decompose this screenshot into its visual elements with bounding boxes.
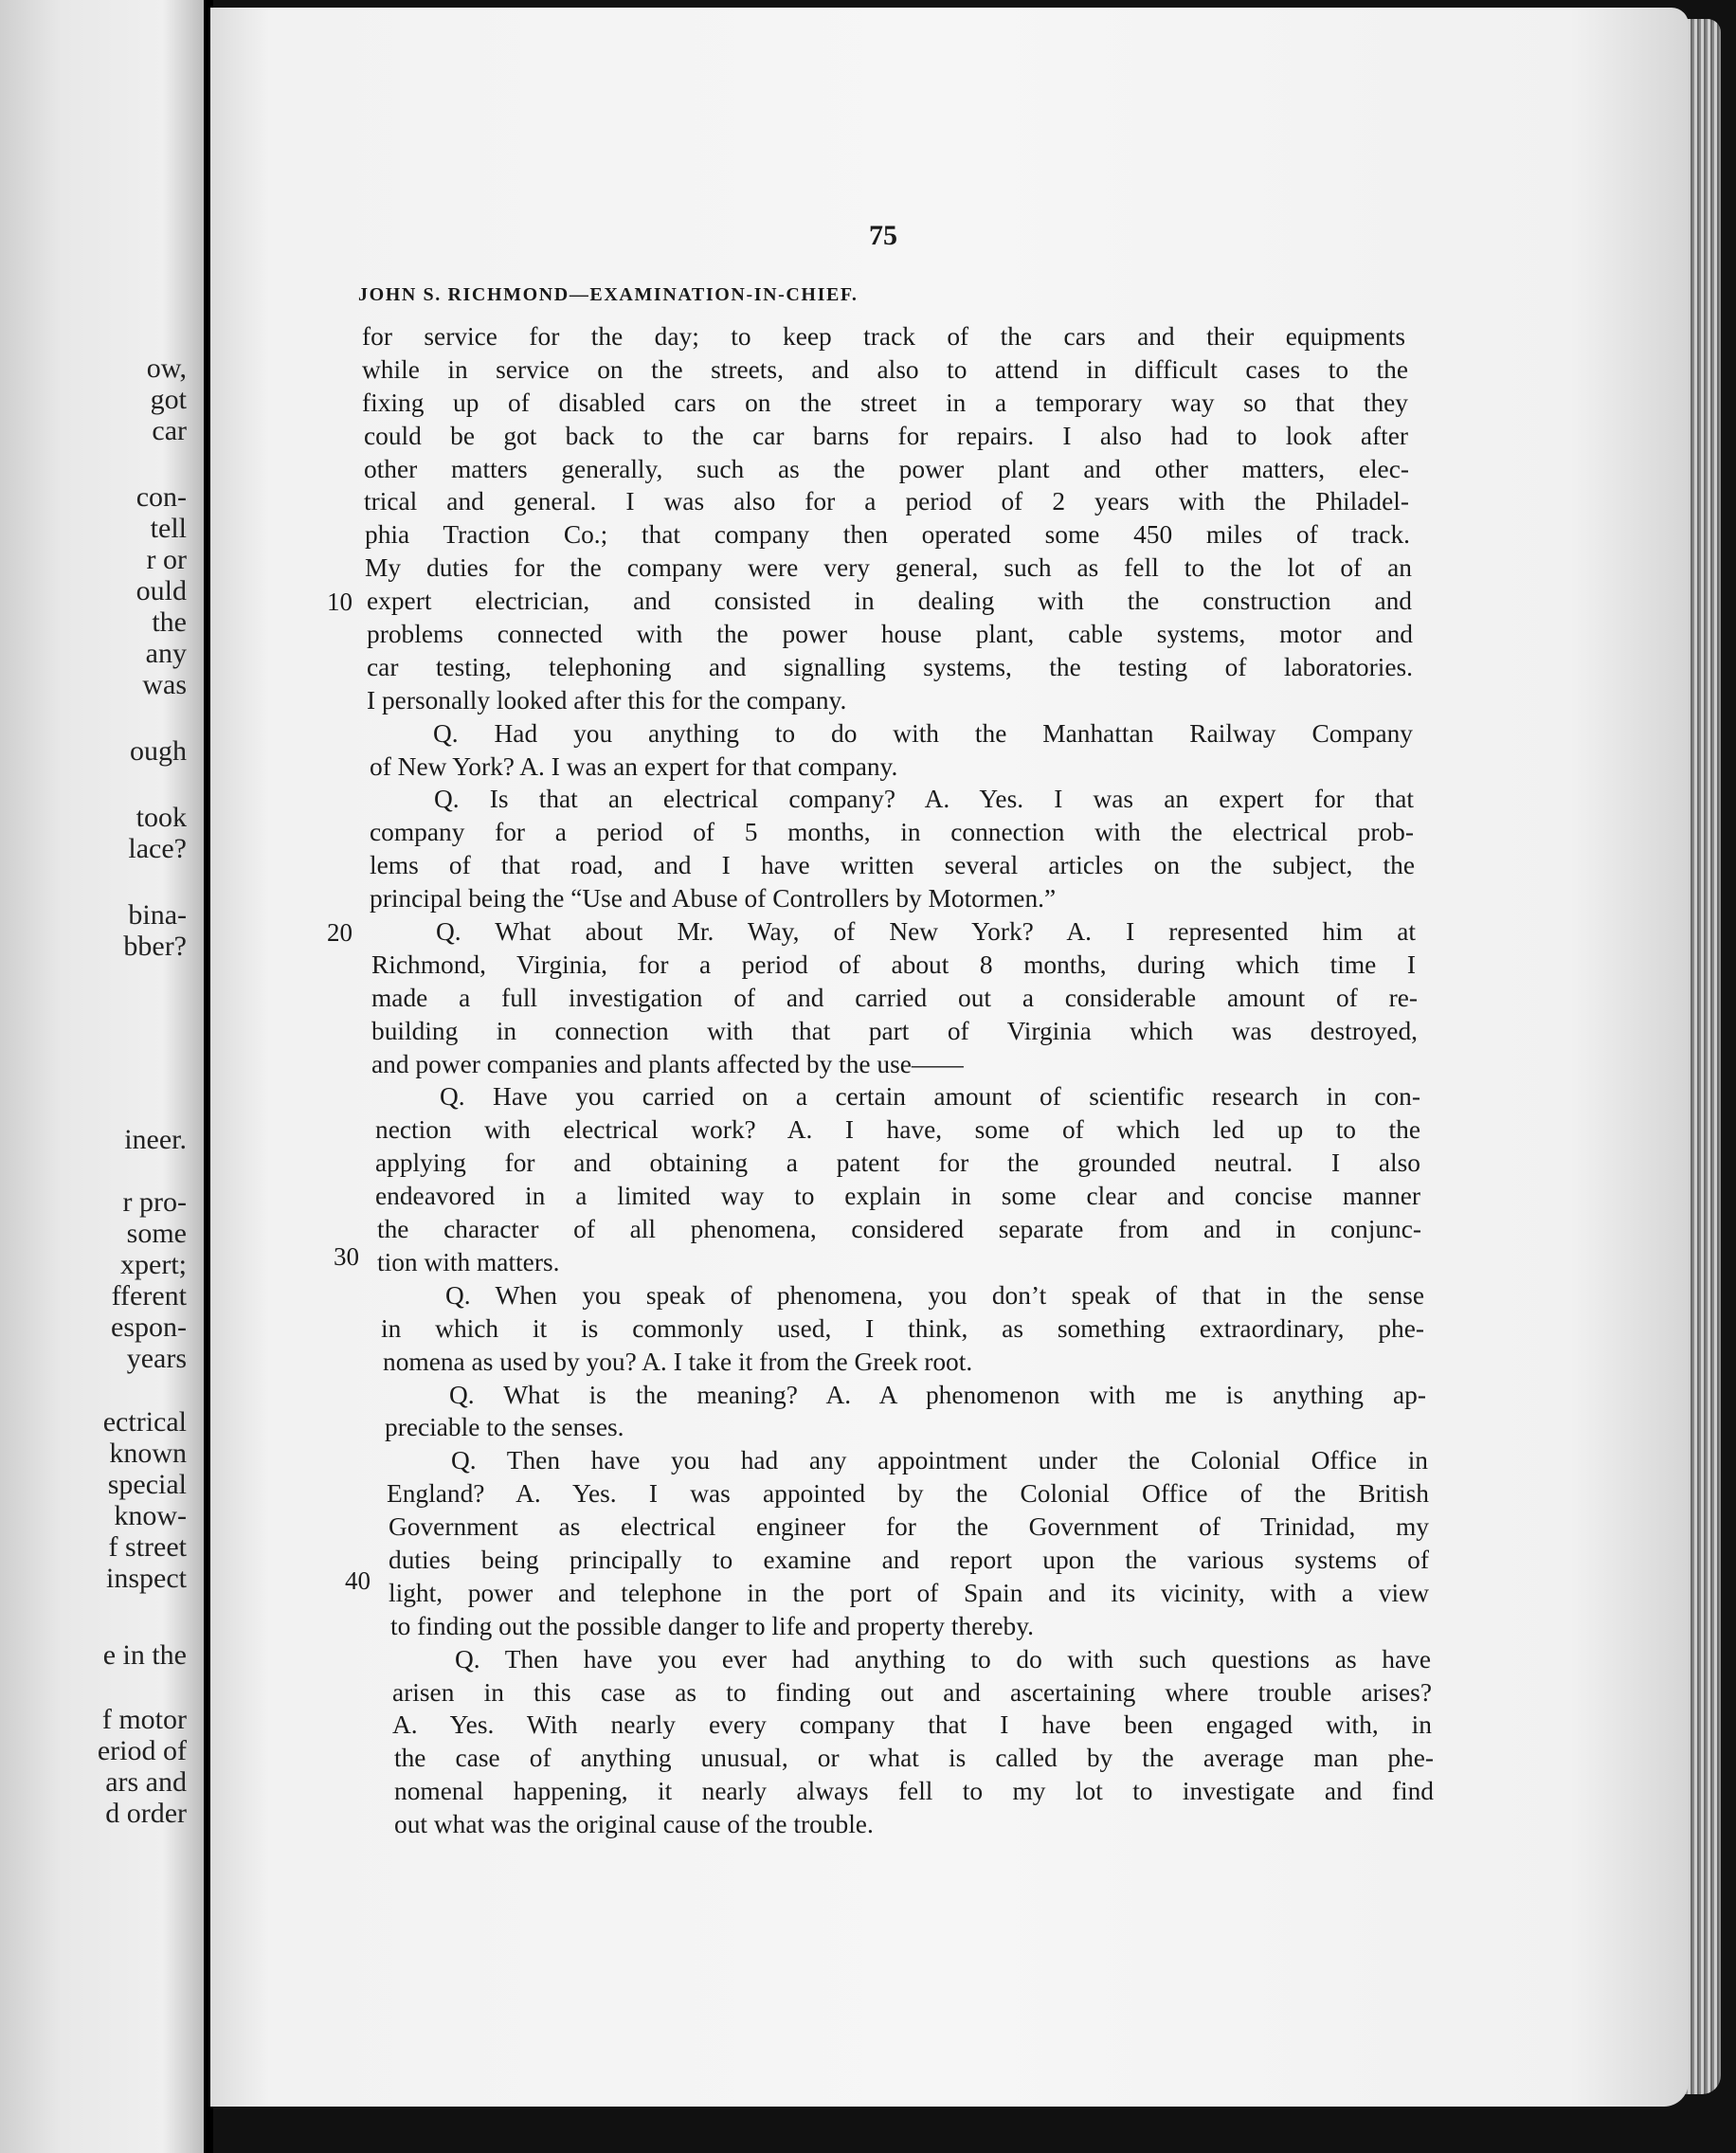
facing-page-fragment: d order <box>105 1798 187 1829</box>
facing-page-fragment: eriod of <box>97 1735 187 1766</box>
facing-page-fragment: any <box>145 638 187 669</box>
facing-page-fragment: ineer. <box>124 1124 187 1155</box>
text-line: Government as electrical engineer for the Government of Trinidad, my <box>389 1512 1429 1542</box>
facing-page-fragment: know- <box>114 1500 187 1531</box>
text-line: applying for and obtaining a patent for the grounded neutral. I also <box>375 1149 1420 1178</box>
facing-page-fragment: e in the <box>102 1639 187 1671</box>
facing-page-fragment: special <box>107 1469 187 1500</box>
facing-page-fragment: espon- <box>111 1312 187 1343</box>
facing-page-fragment: took <box>136 802 187 833</box>
text-line: in which it is commonly used, I think, as something extraordinary, phe- <box>381 1313 1424 1343</box>
text-line: the character of all phenomena, considered separate from and in conjunc- <box>377 1215 1421 1244</box>
facing-page-fragment: lace? <box>128 833 187 864</box>
facing-page-fragment: f motor <box>101 1704 187 1735</box>
facing-page <box>0 0 204 2153</box>
text-line: Q. What is the meaning? A. A phenomenon with me is anything ap- <box>449 1380 1426 1409</box>
text-line: phia Traction Co.; that company then operated some 450 miles of track. <box>365 520 1410 550</box>
text-line: Richmond, Virginia, for a period of about 8 months, during which time I <box>371 950 1416 979</box>
text-line: nomenal happening, it nearly always fell to my lot to investigate and find <box>394 1777 1434 1806</box>
facing-page-fragment: bber? <box>123 931 187 962</box>
text-line: car testing, telephoning and signalling systems, the testing of laboratories. <box>367 652 1413 681</box>
facing-page-fragment: ectrical <box>102 1406 187 1438</box>
text-line: Q. Then have you had any appointment under the Colonial Office in <box>451 1446 1428 1475</box>
text-line: the case of anything unusual, or what is called by the average man phe- <box>394 1744 1434 1773</box>
text-line: arisen in this case as to finding out and ascertaining where trouble arises? <box>392 1677 1432 1707</box>
text-line: preciable to the senses. <box>385 1413 624 1442</box>
facing-page-fragment: car <box>152 415 187 446</box>
text-line: other matters generally, such as the power plant and other matters, elec- <box>364 454 1409 483</box>
running-head: JOHN S. RICHMOND—EXAMINATION-IN-CHIEF. <box>358 284 859 305</box>
text-line: out what was the original cause of the trouble. <box>394 1810 874 1839</box>
text-line: A. Yes. With nearly every company that I have been engaged with, in <box>392 1710 1432 1740</box>
facing-page-fragment: years <box>126 1343 187 1374</box>
facing-page-fragment: con- <box>136 481 187 513</box>
text-line: while in service on the streets, and also to attend in difficult cases to the <box>362 354 1408 384</box>
text-line: I personally looked after this for the company. <box>367 685 847 715</box>
facing-page-fragment: tell <box>150 513 187 544</box>
text-line: nection with electrical work? A. I have, some of which led up to the <box>375 1115 1420 1145</box>
text-line: company for a period of 5 months, in connection with the electrical prob- <box>370 818 1414 847</box>
text-line: could be got back to the car barns for repairs. I also had to look after <box>364 421 1408 450</box>
text-line: trical and general. I was also for a period of 2 years with the Philadel- <box>364 487 1409 516</box>
text-line: lems of that road, and I have written several articles on the subject, the <box>370 851 1415 880</box>
facing-page-fragment: ould <box>136 575 187 606</box>
text-line: Q. When you speak of phenomena, you don’t speak of that in the sense <box>445 1280 1424 1310</box>
facing-page-fragment: known <box>109 1438 187 1469</box>
text-line: principal being the “Use and Abuse of Controllers by Motormen.” <box>370 884 1057 914</box>
text-line: tion with matters. <box>377 1247 560 1276</box>
text-line: building in connection with that part of Virginia which was destroyed, <box>371 1016 1418 1045</box>
facing-page-fragment: f street <box>108 1531 187 1563</box>
text-line: made a full investigation of and carried out a considerable amount of re- <box>371 983 1418 1012</box>
text-line: of New York? A. I was an expert for that company. <box>370 751 898 781</box>
text-line: and power companies and plants affected by the use—— <box>371 1049 964 1078</box>
facing-page-fragment: ow, <box>146 353 187 384</box>
facing-page-fragment: bina- <box>128 899 187 931</box>
text-line: Q. Have you carried on a certain amount of scientific research in con- <box>440 1082 1420 1112</box>
facing-page-fragment: xpert; <box>120 1249 187 1280</box>
text-line: England? A. Yes. I was appointed by the Colonial Office of the British <box>387 1479 1429 1509</box>
facing-page-fragment: some <box>126 1218 187 1249</box>
text-line: to finding out the possible danger to life and property thereby. <box>390 1611 1035 1640</box>
facing-page-fragment: r pro- <box>122 1186 187 1218</box>
facing-page-fragment: fferent <box>111 1280 187 1312</box>
text-line: Q. Then have you ever had anything to do with such questions as have <box>455 1644 1431 1674</box>
facing-page-fragment: ough <box>130 735 187 767</box>
line-number-30: 30 <box>334 1242 359 1271</box>
text-line: Q. Had you anything to do with the Manhattan Railway Company <box>433 718 1413 748</box>
facing-page-fragment: ars and <box>105 1766 187 1798</box>
facing-page-fragment: r or <box>146 544 187 575</box>
facing-page-fragment: the <box>152 606 187 638</box>
facing-page-fragment: inspect <box>106 1563 187 1594</box>
facing-page-fragment: got <box>150 384 187 415</box>
line-number-10: 10 <box>327 588 353 616</box>
facing-page-fragment: was <box>142 669 187 700</box>
line-number-20: 20 <box>327 918 353 947</box>
text-line: My duties for the company were very general, such as fell to the lot of an <box>365 553 1412 583</box>
text-line: endeavored in a limited way to explain in some clear and concise manner <box>375 1182 1420 1211</box>
text-line: problems connected with the power house plant, cable systems, motor and <box>367 620 1413 649</box>
text-line: light, power and telephone in the port of Spain and its vicinity, with a view <box>389 1578 1429 1607</box>
text-line: duties being principally to examine and report upon the various systems of <box>389 1545 1429 1574</box>
line-number-40: 40 <box>345 1566 371 1595</box>
testimony-text <box>362 320 1434 1841</box>
text-line: Q. Is that an electrical company? A. Yes. I was an expert for that <box>434 785 1414 814</box>
text-line: expert electrician, and consisted in dealing with the construction and <box>367 587 1412 616</box>
text-line: nomena as used by you? A. I take it from the Greek root. <box>383 1347 973 1376</box>
text-line: for service for the day; to keep track of the cars and their equipments <box>362 322 1405 351</box>
text-line: fixing up of disabled cars on the street in a temporary way so that they <box>362 388 1408 417</box>
page-number: 75 <box>869 220 897 251</box>
text-line: Q. What about Mr. Way, of New York? A. I represented him at <box>436 917 1416 947</box>
